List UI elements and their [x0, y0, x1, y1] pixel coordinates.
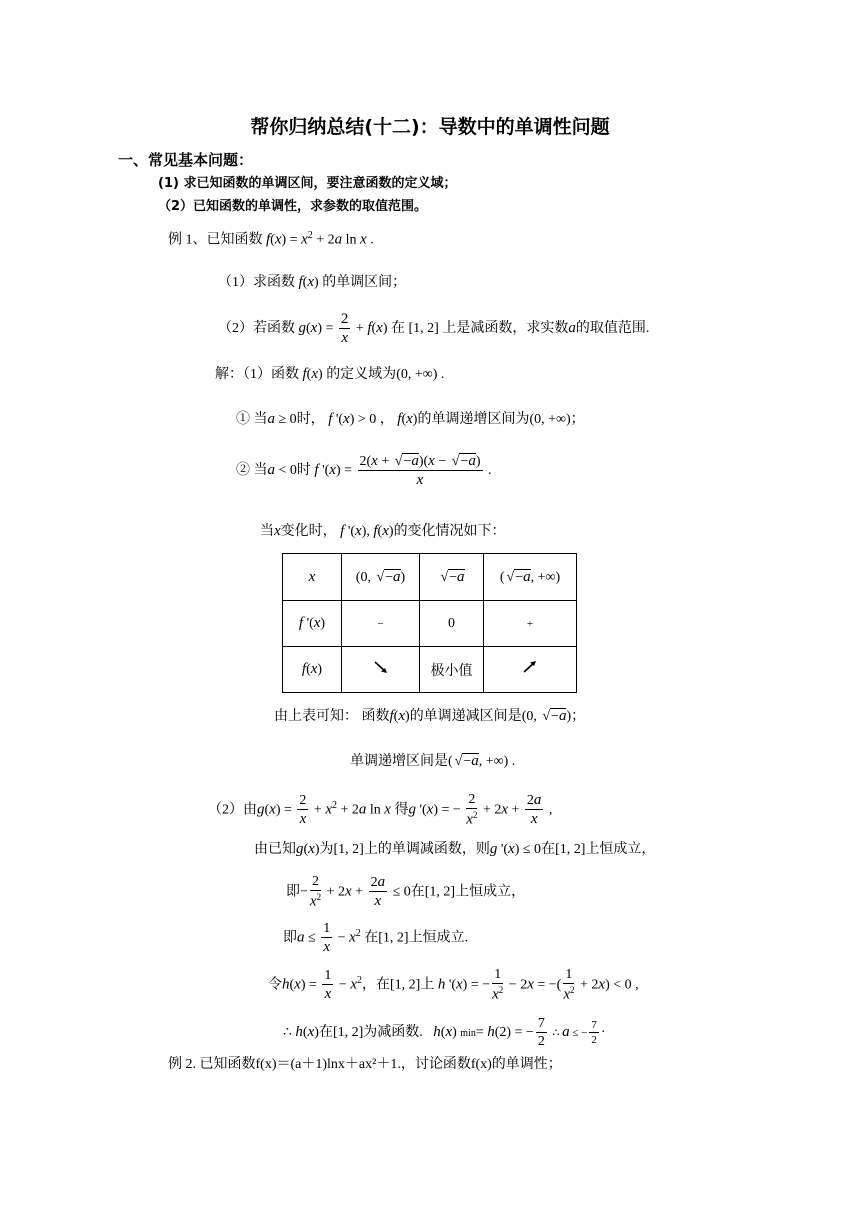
arrow-down-icon [373, 660, 389, 674]
point-1: (1) 求已知函数的单调区间，要注意函数的定义域； [158, 176, 457, 191]
table-cell [484, 647, 577, 693]
part-2-derivative: （2）由g(x) = $\frac{2}{x}$ + $x^2 + 2a$ ln x 得g '(x) = − $\frac{2}{x^2}$ + 2x + $\frac{2a}{x}$ , [208, 792, 553, 828]
case-1: ① 当a ≥ 0时， f '(x) > 0 ， f(x)的单调递增区间为(0, +∞)； [236, 411, 585, 427]
part-2-h-function: 令h(x) = $\frac{1}{x}$ − $x^2$，在[1, 2]上 h '(x) = − $\frac{1}{x^2}$ − 2x = −( $\frac{1}{x^2}$ + 2x) < 0 , [268, 967, 639, 1003]
formula-f: f [266, 231, 271, 248]
table-cell: f '(x) [283, 601, 342, 647]
question-2: （2）若函数 g(x) = $\frac{2}{x}$ + f(x) 在 [1, 2] 上是减函数，求实数a的取值范围. [218, 311, 650, 346]
table-cell [342, 647, 420, 693]
part-2-condition: 由已知g(x)为[1, 2]上的单调减函数，则g '(x) ≤ 0在[1, 2]上恒成立， [254, 841, 656, 857]
conclusion-decreasing: 由上表可知： 函数f(x)的单调递减区间是(0, √−a)； [274, 708, 586, 724]
table-row [283, 647, 577, 693]
question-1: （1）求函数 f(x) 的单调区间； [218, 274, 407, 290]
arrow-up-icon [522, 660, 538, 674]
table-cell: ( √−a, +∞) [484, 554, 577, 601]
section-heading: 一、常见基本问题： [118, 151, 254, 169]
table-cell: 极小值 [420, 647, 484, 693]
table-row [283, 554, 577, 601]
table-cell: 0 [420, 601, 484, 647]
case-2: ② 当a < 0时 f '(x) = $\frac{2(x + √-a)(x - √-a)}{x}$ . [236, 453, 492, 488]
point-2: （2）已知函数的单调性，求参数的取值范围。 [158, 199, 428, 214]
table-cell: − [342, 601, 420, 647]
conclusion-increasing: 单调递增区间是( √−a, +∞) . [350, 753, 516, 769]
table-cell: + [484, 601, 577, 647]
example-1-statement: 例 1、已知函数 $f(x) = x^2 + 2a$ ln x . [168, 230, 374, 248]
example-2-statement: 例 2. 已知函数f(x)＝(a＋1)lnx＋ax²＋1.，讨论函数f(x)的单调性； [168, 1057, 562, 1072]
table-cell: √−a [420, 554, 484, 601]
change-intro: 当x变化时， f '(x), f(x)的变化情况如下： [260, 523, 506, 539]
page-title: 帮你归纳总结(十二)：导数中的单调性问题 [250, 116, 610, 138]
variation-table [282, 553, 577, 693]
table-cell: x [283, 554, 342, 601]
table-cell: f(x) [283, 647, 342, 693]
part-2-inequality: 即− $\frac{2}{x^2}$ + 2x + $\frac{2a}{x}$ ≤ 0在[1, 2]上恒成立， [286, 874, 526, 910]
example-1-label: 例 1、已知函数 [168, 232, 263, 248]
solution-intro: 解：（1）函数 f(x) 的定义域为(0, +∞) . [215, 366, 445, 382]
part-2-bound: 即a ≤ $\frac{1}{x}$ − $x^2$ 在[1, 2]上恒成立. [283, 921, 469, 955]
part-2-result: ∴ h(x)在[1, 2]为减函数. h(x) min= h(2) = − $\frac{7}{2}$ ∴ a ≤ − $\frac{7}{2}$ · [283, 1016, 606, 1049]
table-cell: (0, √−a) [342, 554, 420, 601]
table-row [283, 601, 577, 647]
